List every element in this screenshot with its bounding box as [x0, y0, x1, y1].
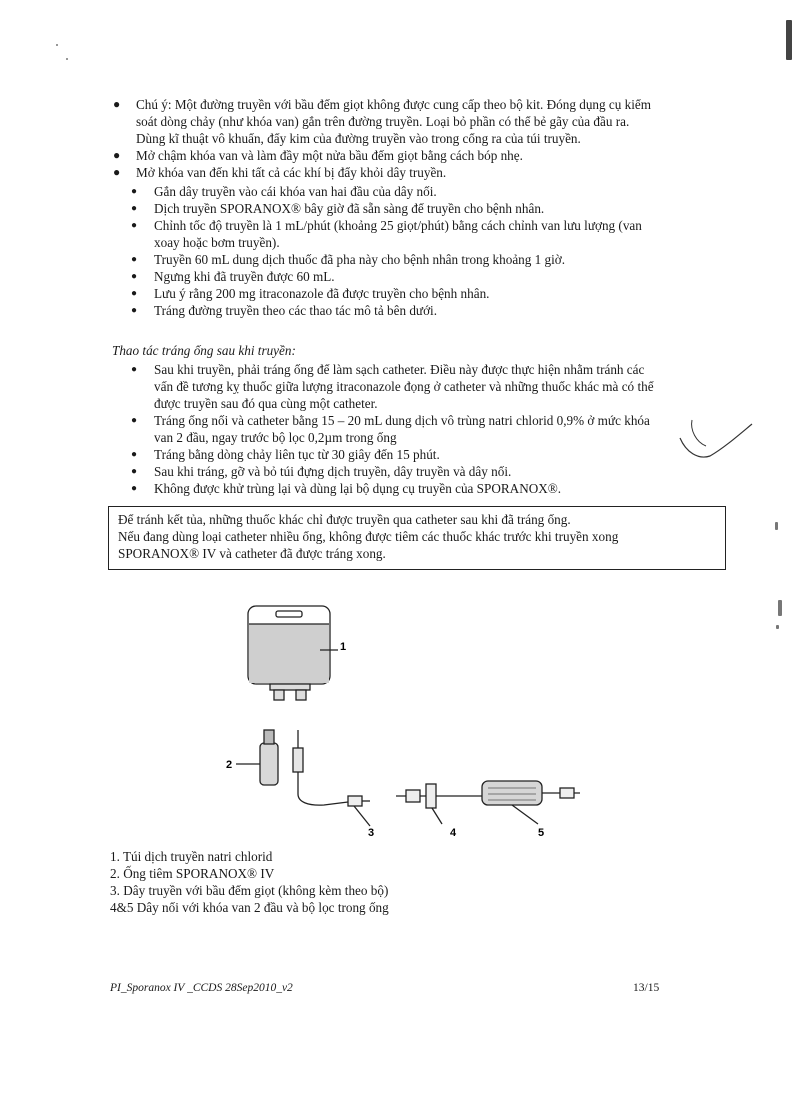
list-item-line: soát dòng chảy (như khóa van) gắn trên đường truyền. Loại bỏ phần có thể bẻ gãy của đầu ra.	[136, 114, 630, 129]
bullet-marker: ●	[131, 203, 138, 214]
inline-filter	[450, 781, 580, 824]
two-way-valve-connector	[396, 784, 450, 824]
bullet-marker: ●	[131, 449, 138, 460]
list-item-line: Dịch truyền SPORANOX® bây giờ đã sẵn sàng để truyền cho bệnh nhân.	[154, 201, 545, 216]
list-item-line: Tráng đường truyền theo các thao tác mô tả bên dưới.	[154, 303, 438, 318]
bullet-marker: ●	[131, 254, 138, 265]
warning-line-3: SPORANOX® IV và catheter đã được tráng xong.	[118, 546, 386, 561]
sporanox-ampoule	[236, 730, 278, 785]
list-item-line: Tráng ống nối và catheter bằng 15 – 20 mL dung dịch vô trùng natri chlorid 0,9% ở mức khóa	[154, 413, 650, 428]
bullet-marker: ●	[131, 186, 138, 197]
list-item-line: được truyền sau đó qua cùng một catheter.	[154, 396, 378, 411]
bullet-marker: ●	[113, 97, 121, 111]
footer-doc-id: PI_Sporanox IV _CCDS 28Sep2010_v2	[110, 982, 293, 994]
list-item-line: Gắn dây truyền vào cái khóa van hai đầu của dây nối.	[154, 184, 437, 199]
scan-speck	[778, 600, 782, 616]
list-item-line: Tráng bằng dòng chảy liên tục từ 30 giây đến 15 phút.	[154, 447, 440, 462]
figure-label-2: 2	[226, 759, 233, 771]
scan-speck	[56, 44, 58, 46]
warning-line-2: Nếu đang dùng loại catheter nhiều ống, không được tiêm các thuốc khác trước khi truyền xong	[118, 529, 619, 544]
warning-line-1: Để tránh kết tủa, những thuốc khác chỉ được truyền qua catheter sau khi đã tráng ống.	[118, 512, 571, 527]
legend-item-2: 2. Ống tiêm SPORANOX® IV	[110, 866, 275, 881]
bullet-marker: ●	[131, 466, 138, 477]
list-item-line: Ngưng khi đã truyền được 60 mL.	[154, 269, 335, 284]
bullet-marker: ●	[131, 483, 138, 494]
figure-label-3: 3	[368, 827, 375, 839]
list-item-line: Sau khi tráng, gỡ và bỏ túi đựng dịch truyền, dây truyền và dây nối.	[154, 464, 512, 479]
figure-label-1: 1	[340, 641, 347, 653]
scan-speck	[775, 522, 778, 530]
list-item-line: vấn đề tương kỵ thuốc giữa lượng itraconazole đọng ở catheter và những thuốc khác mà có thể	[154, 379, 654, 394]
legend-item-3: 3. Dây truyền với bầu đếm giọt (không kèm theo bộ)	[110, 883, 389, 898]
bullet-marker: ●	[131, 415, 138, 426]
figure-label-5: 5	[538, 827, 545, 839]
list-item-line: xoay hoặc bơm truyền).	[154, 235, 280, 250]
infusion-set-diagram	[220, 598, 620, 848]
scan-edge-mark	[786, 20, 792, 60]
figure-label-4: 4	[450, 827, 457, 839]
list-item-line: van 2 đầu, ngay trước bộ lọc 0,2µm trong ống	[154, 430, 397, 445]
list-item-line: Mở khóa van đến khi tất cả các khí bị đẩy khỏi dây truyền.	[136, 165, 447, 180]
bullet-marker: ●	[131, 364, 138, 375]
bullet-marker: ●	[131, 305, 138, 316]
bullet-marker: ●	[113, 165, 121, 179]
list-item-line: Không được khử trùng lại và dùng lại bộ dụng cụ truyền của SPORANOX®.	[154, 481, 562, 496]
list-item-line: Mở chậm khóa van và làm đầy một nửa bầu đếm giọt bằng cách bóp nhẹ.	[136, 148, 523, 163]
infusion-bag	[248, 606, 338, 700]
handwritten-annotation-mark	[676, 408, 756, 468]
list-item-line: Lưu ý rằng 200 mg itraconazole đã được truyền cho bệnh nhân.	[154, 286, 490, 301]
scan-speck	[776, 625, 779, 629]
bullet-marker: ●	[113, 148, 121, 162]
list-item-line: Chú ý: Một đường truyền với bầu đếm giọt không được cung cấp theo bộ kit. Đóng dụng cụ kiểm	[136, 97, 652, 112]
list-item-line: Truyền 60 mL dung dịch thuốc đã pha này cho bệnh nhân trong khoảng 1 giờ.	[154, 252, 566, 267]
footer-page-number: 13/15	[633, 982, 660, 994]
legend-item-4: 4&5 Dây nối với khóa van 2 đầu và bộ lọc trong ống	[110, 900, 389, 915]
legend-item-1: 1. Túi dịch truyền natri chlorid	[110, 849, 273, 864]
list-item-line: Chỉnh tốc độ truyền là 1 mL/phút (khoảng 25 giọt/phút) bằng cách chỉnh van lưu lượng (van	[154, 218, 642, 233]
scan-speck	[66, 58, 68, 60]
drip-chamber-line	[293, 730, 370, 826]
bullet-marker: ●	[131, 220, 138, 231]
list-item-line: Dùng kĩ thuật vô khuẩn, đẩy kim của đường truyền vào trong cổng ra của túi truyền.	[136, 131, 581, 146]
bullet-marker: ●	[131, 271, 138, 282]
list-item-line: Sau khi truyền, phải tráng ống để làm sạch catheter. Điều này được thực hiện nhằm tránh các	[154, 362, 645, 377]
flush-heading: Thao tác tráng ống sau khi truyền:	[112, 343, 296, 358]
bullet-marker: ●	[131, 288, 138, 299]
